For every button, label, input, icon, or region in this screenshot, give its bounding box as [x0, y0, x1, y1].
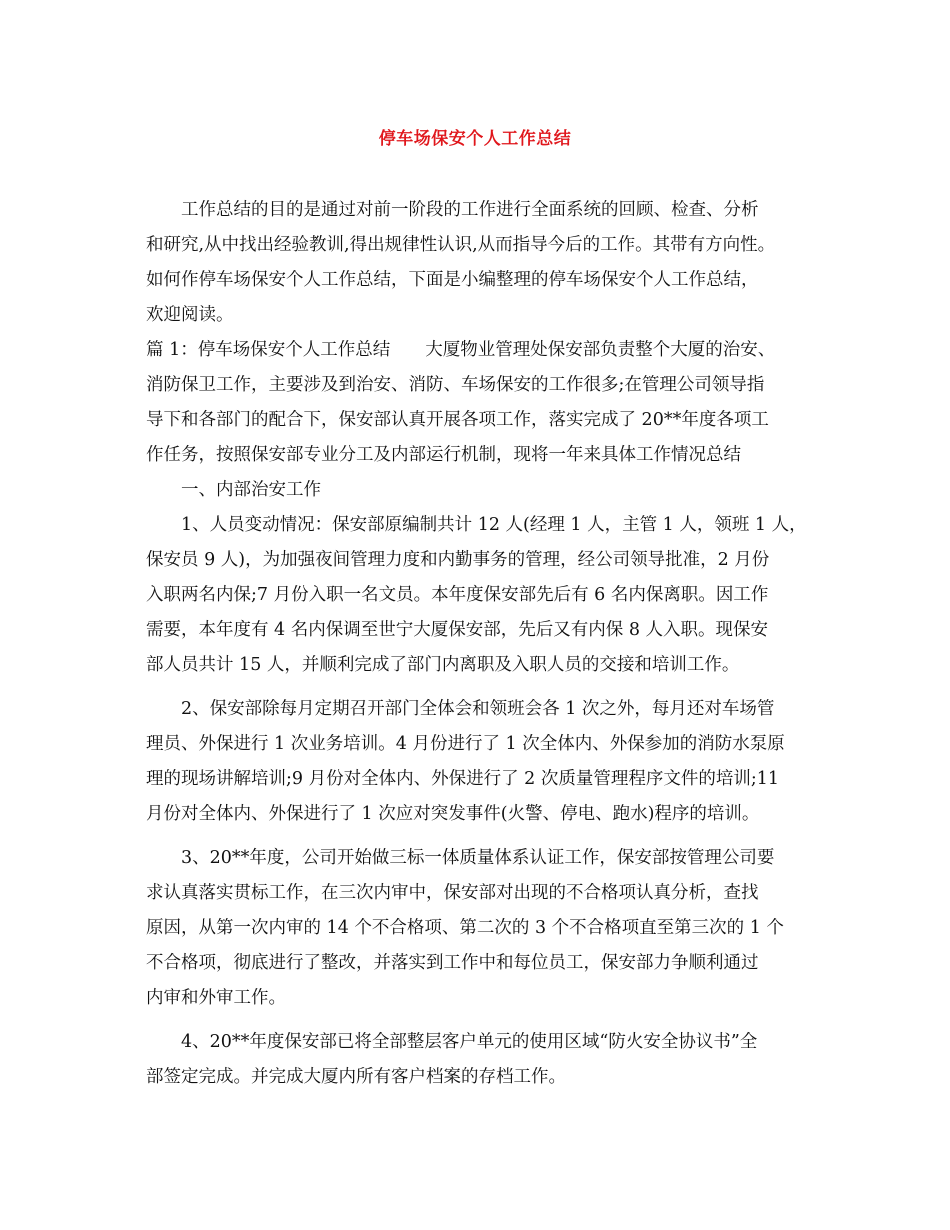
paragraph-line: 月份对全体内、外保进行了 1 次应对突发事件(火警、停电、跑水)程序的培训。 — [146, 804, 760, 824]
document-title: 停车场保安个人工作总结 — [378, 129, 572, 149]
paragraph-line: 理员、外保进行 1 次业务培训。4 月份进行了 1 次全体内、外保参加的消防水泵原 — [146, 734, 785, 754]
paragraph-line: 工作总结的目的是通过对前一阶段的工作进行全面系统的回顾、检查、分析 — [181, 200, 759, 220]
paragraph-line: 篇 1：停车场保安个人工作总结 大厦物业管理处保安部负责整个大厦的治安、 — [146, 340, 776, 360]
paragraph-line: 消防保卫工作，主要涉及到治安、消防、车场保安的工作很多;在管理公司领导指 — [146, 375, 765, 395]
paragraph-line: 原因，从第一次内审的 14 个不合格项、第二次的 3 个不合格项直至第三次的 1 个 — [146, 918, 784, 938]
paragraph-line: 保安员 9 人)，为加强夜间管理力度和内勤事务的管理，经公司领导批准，2 月份 — [146, 550, 770, 570]
paragraph-line: 欢迎阅读。 — [146, 305, 234, 325]
paragraph-line: 如何作停车场保安个人工作总结，下面是小编整理的停车场保安个人工作总结， — [146, 270, 759, 290]
paragraph-line: 导下和各部门的配合下，保安部认真开展各项工作，落实完成了 20**年度各项工 — [146, 410, 769, 430]
paragraph-line: 作任务，按照保安部专业分工及内部运行机制，现将一年来具体工作情况总结 — [146, 445, 741, 465]
paragraph-line: 入职两名内保;7 月份入职一名文员。本年度保安部先后有 6 名内保离职。因工作 — [146, 585, 769, 605]
paragraph-line: 不合格项，彻底进行了整改，并落实到工作中和每位员工，保安部力争顺利通过 — [146, 953, 759, 973]
paragraph-line: 理的现场讲解培训;9 月份对全体内、外保进行了 2 次质量管理程序文件的培训;11 — [146, 769, 780, 789]
paragraph-line: 4、20**年度保安部已将全部整层客户单元的使用区域“防火安全协议书”全 — [181, 1032, 758, 1052]
paragraph-line: 3、20**年度，公司开始做三标一体质量体系认证工作，保安部按管理公司要 — [181, 848, 775, 868]
paragraph-line: 求认真落实贯标工作，在三次内审中，保安部对出现的不合格项认真分析，查找 — [146, 883, 759, 903]
paragraph-line: 部签定完成。并完成大厦内所有客户档案的存档工作。 — [146, 1067, 566, 1087]
paragraph-line: 和研究,从中找出经验教训,得出规律性认识,从而指导今后的工作。其带有方向性。 — [146, 235, 776, 255]
paragraph-line: 内审和外审工作。 — [146, 988, 286, 1008]
paragraph-line: 1、人员变动情况：保安部原编制共计 12 人(经理 1 人，主管 1 人，领班 1 人， — [181, 515, 807, 535]
section-heading: 一、内部治安工作 — [181, 480, 321, 500]
paragraph-line: 需要，本年度有 4 名内保调至世宁大厦保安部，先后又有内保 8 人入职。现保安 — [146, 620, 769, 640]
paragraph-line: 部人员共计 15 人，并顺利完成了部门内离职及入职人员的交接和培训工作。 — [146, 655, 740, 675]
paragraph-line: 2、保安部除每月定期召开部门全体会和领班会各 1 次之外，每月还对车场管 — [181, 699, 775, 719]
